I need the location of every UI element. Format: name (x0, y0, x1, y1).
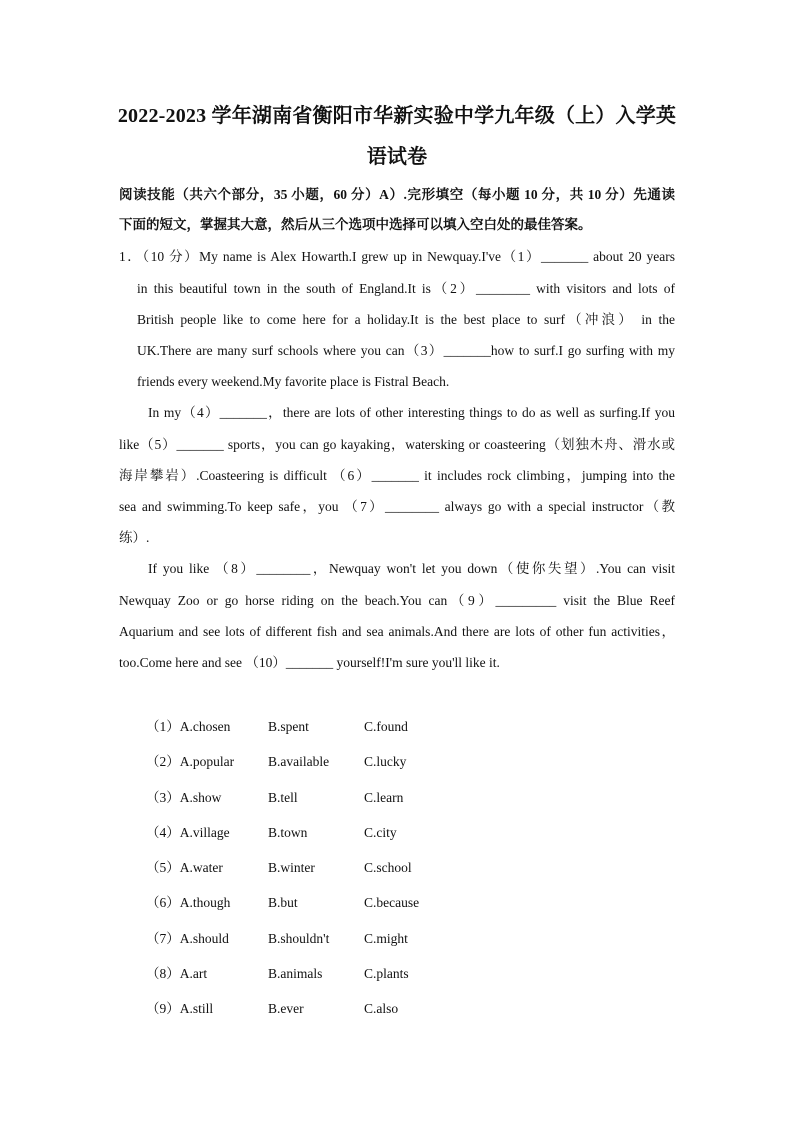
passage-line: If you like （8）________，Newquay won't let you down（使你失望）.You can visit (148, 561, 675, 576)
option-b: B.spent (268, 719, 309, 734)
passage-line: In my（4）_______，there are lots of other interesting things to do as well as surfing.If you (148, 405, 675, 420)
option-b: B.shouldn't (268, 931, 330, 946)
option-a: （6）A.though (146, 895, 231, 910)
option-c: C.might (364, 931, 408, 946)
passage-line: in this beautiful town in the south of England.It is（2）________ with visitors and lots of (137, 281, 675, 296)
option-a: （5）A.water (146, 860, 223, 875)
option-b: B.animals (268, 966, 323, 981)
option-c: C.also (364, 1001, 399, 1016)
passage-line: like（5）_______ sports，you can go kayaking，watersking or coasteering（划独木舟、滑水或 (119, 437, 675, 452)
option-c: C.plants (364, 966, 409, 981)
passage-line: 海岸攀岩）.Coasteering is difficult （6）_______ it includes rock climbing，jumping into the (119, 468, 675, 483)
option-a: （1）A.chosen (146, 719, 231, 734)
option-c: C.lucky (364, 754, 407, 769)
passage-line: British people like to come here for a holiday.It is the best place to surf（冲浪） in the (137, 312, 675, 327)
exam-title-line-1: 2022-2023 学年湖南省衡阳市华新实验中学九年级（上）入学英 (117, 105, 677, 127)
option-b: B.available (268, 754, 330, 769)
passage-line: Newquay Zoo or go horse riding on the beach.You can（9）_________ visit the Blue Reef (119, 593, 675, 608)
option-b: B.town (268, 825, 308, 840)
option-a: （2）A.popular (146, 754, 235, 769)
passage-line: 练）. (119, 530, 150, 545)
passage-line: 1．（10 分）My name is Alex Howarth.I grew up in Newquay.I've（1）_______ about 20 years (119, 249, 675, 264)
section-instruction-line-1: 阅读技能（共六个部分，35 小题，60 分）A）.完形填空（每小题 10 分，共 10 分）先通读 (119, 187, 675, 202)
passage-line: sea and swimming.To keep safe，you （7）________ always go with a special instructor（教 (119, 499, 675, 514)
option-c: C.city (364, 825, 397, 840)
option-a: （7）A.should (146, 931, 229, 946)
option-c: C.school (364, 860, 412, 875)
passage-line: friends every weekend.My favorite place is Fistral Beach. (137, 374, 450, 389)
exam-title-line-2: 语试卷 (366, 146, 428, 168)
passage-line: Aquarium and see lots of different fish and sea animals.And there are lots of other fun activities， (119, 624, 675, 639)
option-a: （8）A.art (146, 966, 208, 981)
option-b: B.ever (268, 1001, 304, 1016)
passage-line: UK.There are many surf schools where you can（3）_______how to surf.I go surfing with my (137, 343, 675, 358)
passage-line: too.Come here and see （10）_______ yourself!I'm sure you'll like it. (119, 655, 500, 670)
option-c: C.found (364, 719, 408, 734)
option-c: C.learn (364, 790, 404, 805)
option-a: （9）A.still (146, 1001, 214, 1016)
option-b: B.tell (268, 790, 298, 805)
option-b: B.but (268, 895, 298, 910)
option-c: C.because (364, 895, 420, 910)
option-b: B.winter (268, 860, 315, 875)
section-instruction-line-2: 下面的短文，掌握其大意，然后从三个选项中选择可以填入空白处的最佳答案。 (119, 217, 592, 232)
option-a: （3）A.show (146, 790, 222, 805)
option-a: （4）A.village (146, 825, 230, 840)
